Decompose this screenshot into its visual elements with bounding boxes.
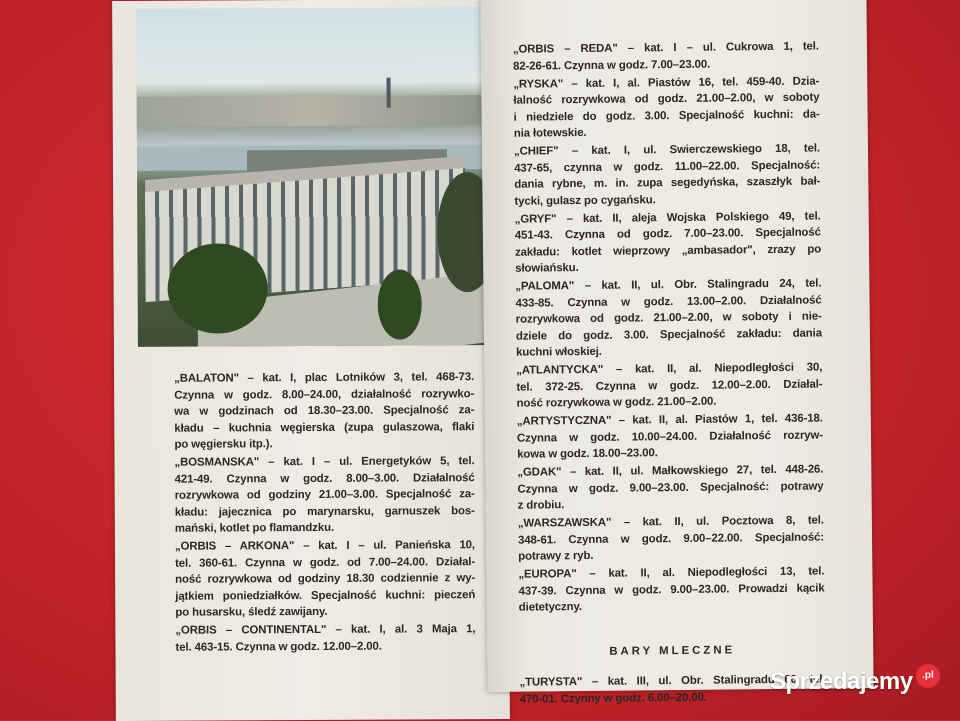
listing-line: 348-61. Czynna w godz. 9.00–22.00. Specjalność: bbox=[517, 530, 825, 547]
listing-line: z drobiu. bbox=[517, 499, 565, 512]
listing-line: po węgiersku itp.). bbox=[174, 438, 273, 451]
photo-city-skyline bbox=[137, 95, 493, 127]
listing-line: dietetyczny. bbox=[518, 601, 582, 614]
listing-line: tel. 372-25. Czynna w godz. 12.00–2.00. Działal- bbox=[516, 377, 823, 394]
listing-line: „WARSZAWSKA" – kat. II, ul. Pocztowa 8, tel. bbox=[517, 514, 824, 530]
listing-line: „CHIEF" – kat. I, ul. Swierczewskiego 18, tel. bbox=[513, 142, 821, 158]
listing-entry bbox=[515, 275, 822, 361]
restaurant-list bbox=[513, 38, 825, 616]
listing-line: i niedziele do godz. 3.00. Specjalność kuchni: da- bbox=[513, 107, 820, 124]
photo-tree bbox=[167, 243, 267, 334]
listing-line: nia łotewskie. bbox=[513, 126, 587, 140]
listing-line: po husarsku, śledź zawijany. bbox=[175, 605, 328, 619]
hotel-photo bbox=[136, 7, 494, 347]
listing-entry bbox=[517, 410, 824, 463]
watermark-brand: Sprzedajemy bbox=[770, 668, 913, 695]
listing-line: zakładu: kotlet wieprzowy „ambasador", zrazy po bbox=[514, 242, 822, 259]
listing-line: „GRYF" – kat. II, aleja Wojska Polskiego 49, tel. bbox=[514, 209, 821, 226]
listing-line: słowiańsku. bbox=[515, 262, 579, 275]
listing-line: wa w godzinach od 18.30–23.00. Specjalność za- bbox=[174, 404, 475, 418]
listing-line: „ATLANTYCKA" – kat. II, al. Niepodległości 30, bbox=[516, 361, 823, 377]
listing-line: Czynna w godz. 8.00–24.00, działalność rozrywko- bbox=[174, 387, 475, 402]
listing-entry bbox=[517, 461, 824, 514]
listing-line: kowa w godz. 18.00–23.00. bbox=[517, 447, 658, 461]
listing-line: 470-01. Czynny w godz. 6.00–20.00. bbox=[519, 691, 707, 706]
listing-line: „TURYSTA" – kat. III, ul. Obr. Stalingradu 60, tel. bbox=[519, 673, 826, 689]
listing-line: 82-26-61. Czynna w godz. 7.00–23.00. bbox=[513, 58, 711, 73]
photo-tree bbox=[378, 269, 422, 339]
listing-entry bbox=[513, 73, 820, 142]
listing-line: 421-49. Czynna w godz. 8.00–3.00. Działalność bbox=[174, 471, 475, 486]
listing-entry bbox=[174, 453, 474, 537]
listing-line: „EUROPA" – kat. II, al. Niepodległości 13, tel. bbox=[518, 565, 825, 581]
listing-line: „BALATON" – kat. I, plac Lotników 3, tel. 468-73. bbox=[174, 371, 475, 385]
left-page-text bbox=[174, 369, 475, 657]
listing-entry bbox=[175, 537, 475, 621]
listing-line: 433-85. Czynna w godz. 13.00–2.00. Działalność bbox=[515, 293, 822, 310]
listing-line: 437-65, czynna w godz. 11.00–22.00. Specjalność: bbox=[514, 158, 821, 175]
listing-entry bbox=[518, 563, 825, 616]
listing-line: Czynna w godz. 10.00–24.00. Działalność rozryw- bbox=[516, 428, 824, 445]
listing-line: „RYSKA" – kat. I, al. Piastów 16, tel. 459-40. Dzia- bbox=[513, 74, 820, 91]
listing-entry bbox=[514, 140, 821, 209]
listing-line: rozrywkowa od godziny 21.00–3.00. Specjalność za- bbox=[174, 488, 475, 502]
listing-line: „GDAK" – kat. II, ul. Małkowskiego 27, tel. 448-26. bbox=[517, 463, 824, 479]
booklet-left-page bbox=[112, 0, 510, 721]
listing-line: łalność rozrywkowa od godz. 21.00–2.00, w soboty bbox=[513, 91, 820, 107]
listing-line: „ARTYSTYCZNA" – kat. II, al. Piastów 1, tel. 436-18. bbox=[516, 412, 823, 428]
listing-entry bbox=[175, 621, 475, 656]
listing-line: ność rozrywkowa w godz. 21.00–2.00. bbox=[516, 395, 717, 410]
listing-line: „ORBIS – REDA" – kat. I – ul. Cukrowa 1, tel. bbox=[512, 40, 819, 56]
listing-line: potrawy z ryb. bbox=[518, 549, 594, 563]
listing-line: tel. 463-15. Czynna w godz. 12.00–2.00. bbox=[175, 640, 382, 654]
watermark-tld-badge: .pl bbox=[916, 664, 940, 688]
right-page-text bbox=[513, 38, 826, 709]
photo-church-spire bbox=[387, 78, 391, 108]
listing-line: kuchni włoskiej. bbox=[516, 345, 602, 359]
listing-entry bbox=[516, 359, 823, 412]
listing-line: „BOSMANSKA" – kat. I – ul. Energetyków 5, tel. bbox=[174, 455, 475, 469]
listing-line: „PALOMA" – kat. II, ul. Obr. Stalingradu 24, tel. bbox=[515, 277, 822, 293]
listing-line: dziele do godz. 3.00. Specjalność zakładu: dania bbox=[515, 326, 822, 343]
listing-entry bbox=[513, 38, 819, 74]
listing-line: rozrywkowa od godz. 21.00–2.00, w soboty i nie- bbox=[515, 310, 822, 326]
listing-line: kładu – kuchnia węgierska (zupa gulaszowa, flaki bbox=[174, 420, 475, 435]
listing-line: tycki, gulasz po cygańsku. bbox=[514, 193, 656, 208]
listing-entry bbox=[518, 512, 825, 565]
listing-line: mański, kotlet po flamandzku. bbox=[174, 521, 335, 535]
listing-line: jątkiem poniedziałków. Specjalność kuchni: pieczeń bbox=[175, 588, 476, 603]
section-title-milk-bars: BARY MLECZNE bbox=[609, 643, 736, 658]
listing-line: dania rybne, m. in. zupa segedyńska, szaszłyk bał- bbox=[514, 175, 821, 191]
listing-line: „ORBIS – CONTINENTAL" – kat. I, al. 3 Maja 1, bbox=[175, 623, 476, 637]
listing-line: Czynna w godz. 9.00–23.00. Specjalność: potrawy bbox=[517, 479, 824, 496]
booklet-right-page bbox=[480, 0, 873, 706]
listing-entry bbox=[515, 208, 822, 277]
listing-line: 451-43. Czynna od godz. 7.00–23.00. Specjalność bbox=[514, 226, 821, 242]
listing-entry bbox=[174, 369, 474, 453]
listing-line: tel. 360-61. Czynna w godz. od 7.00–24.00. Działal- bbox=[175, 555, 476, 570]
listing-line: ność rozrywkowa od godziny 18.30 codziennie z wy- bbox=[175, 572, 476, 586]
listing-line: kładu: jajecznica po marynarsku, garnuszek bos- bbox=[174, 504, 475, 519]
listing-line: 437-39. Czynna w godz. 9.00–23.00. Prowadzi kącik bbox=[518, 581, 825, 598]
listing-line: „ORBIS – ARKONA" – kat. I – ul. Panieńska 10, bbox=[174, 539, 476, 553]
